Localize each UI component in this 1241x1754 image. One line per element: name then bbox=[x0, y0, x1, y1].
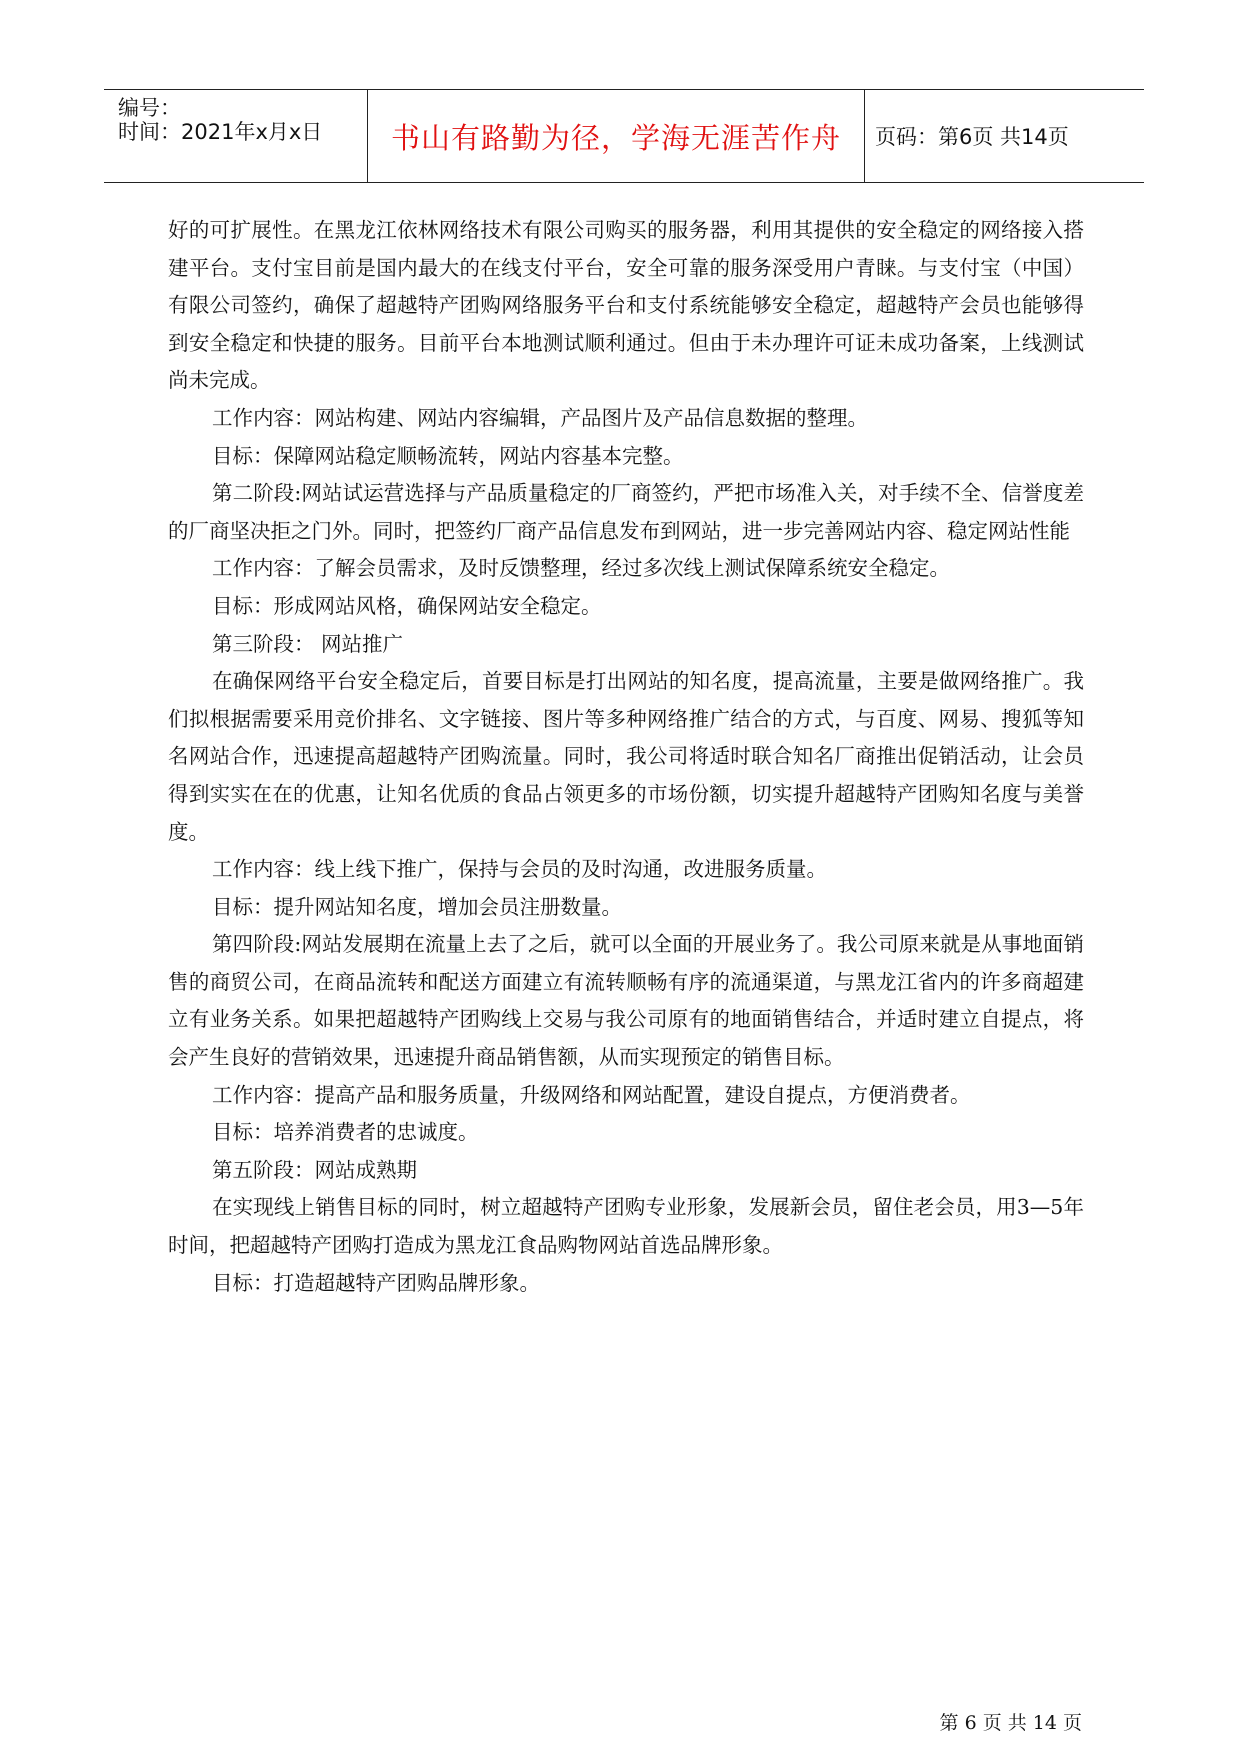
body-paragraph: 工作内容：了解会员需求，及时反馈整理，经过多次线上测试保障系统安全稳定。 bbox=[212, 556, 950, 581]
body-paragraph: 工作内容：提高产品和服务质量，升级网络和网站配置，建设自提点，方便消费者。 bbox=[212, 1082, 971, 1107]
body-paragraph: 第三阶段： 网站推广 bbox=[212, 631, 404, 656]
body-paragraph: 目标：保障网站稳定顺畅流转，网站内容基本完整。 bbox=[212, 443, 684, 468]
header-page-code: 页码：第6页 共14页 bbox=[875, 125, 1069, 149]
header-page-cell bbox=[865, 90, 1144, 182]
body-paragraph: 好的可扩展性。在黑龙江依林网络技术有限公司购买的服务器，利用其提供的安全稳定的网络接入搭建平台。支付宝目前是国内最大的在线支付平台，安全可靠的服务深受用户青睐。与支付宝（中国）有限公司签约，确保了超越特产团购网络服务平台和支付系统能够安全稳定，超越特产会员也能够得到安全稳定和快捷的服务。目前平台本地测试顺利通过。但由于未办理许可证未成功备案，上线测试尚未完成。 bbox=[168, 218, 1084, 393]
body-paragraph: 目标：提升网站知名度，增加会员注册数量。 bbox=[212, 894, 622, 919]
body-paragraph: 第五阶段：网站成熟期 bbox=[212, 1157, 417, 1182]
body-paragraph: 工作内容：网站构建、网站内容编辑，产品图片及产品信息数据的整理。 bbox=[212, 405, 868, 430]
header-motto-cell bbox=[368, 90, 865, 182]
body-paragraph: 目标：培养消费者的忠诚度。 bbox=[212, 1120, 479, 1145]
body-paragraph: 在实现线上销售目标的同时，树立超越特产团购专业形象，发展新会员，留住老会员，用3—5年时间，把超越特产团购打造成为黑龙江食品购物网站首选品牌形象。 bbox=[168, 1195, 1084, 1258]
header-info-cell bbox=[104, 90, 368, 182]
body-paragraph: 在确保网络平台安全稳定后，首要目标是打出网站的知名度，提高流量，主要是做网络推广。我们拟根据需要采用竞价排名、文字链接、图片等多种网络推广结合的方式，与百度、网易、搜狐等知名网站合作，迅速提高超越特产团购流量。同时，我公司将适时联合知名厂商推出促销活动，让会员得到实实在在的优惠，让知名优质的食品占领更多的市场份额，切实提升超越特产团购知名度与美誉度。 bbox=[168, 669, 1084, 844]
body-paragraph: 目标：打造超越特产团购品牌形象。 bbox=[212, 1270, 540, 1295]
body-paragraph: 第二阶段:网站试运营选择与产品质量稳定的厂商签约，严把市场准入关，对手续不全、信誉度差的厂商坚决拒之门外。同时，把签约厂商产品信息发布到网站，进一步完善网站内容、稳定网站性能 bbox=[168, 481, 1084, 543]
document-time-label: 时间：2021年x月x日 bbox=[118, 120, 323, 144]
body-paragraph: 工作内容：线上线下推广，保持与会员的及时沟通，改进服务质量。 bbox=[212, 857, 827, 882]
document-number-label: 编号： bbox=[118, 96, 181, 120]
body-paragraph: 第四阶段:网站发展期在流量上去了之后，就可以全面的开展业务了。我公司原来就是从事地面销售的商贸公司，在商品流转和配送方面建立有流转顺畅有序的流通渠道，与黑龙江省内的许多商超建立有业务关系。如果把超越特产团购线上交易与我公司原有的地面销售结合，并适时建立自提点，将会产生良好的营销效果，迅速提升商品销售额，从而实现预定的销售目标。 bbox=[168, 932, 1084, 1070]
header-motto: 书山有路勤为径，学海无涯苦作舟 bbox=[390, 120, 841, 155]
document-header bbox=[104, 89, 1144, 183]
document-body bbox=[168, 212, 1084, 1302]
page-footer: 第 6 页 共 14 页 bbox=[939, 1712, 1082, 1734]
body-paragraph: 目标：形成网站风格，确保网站安全稳定。 bbox=[212, 593, 602, 618]
